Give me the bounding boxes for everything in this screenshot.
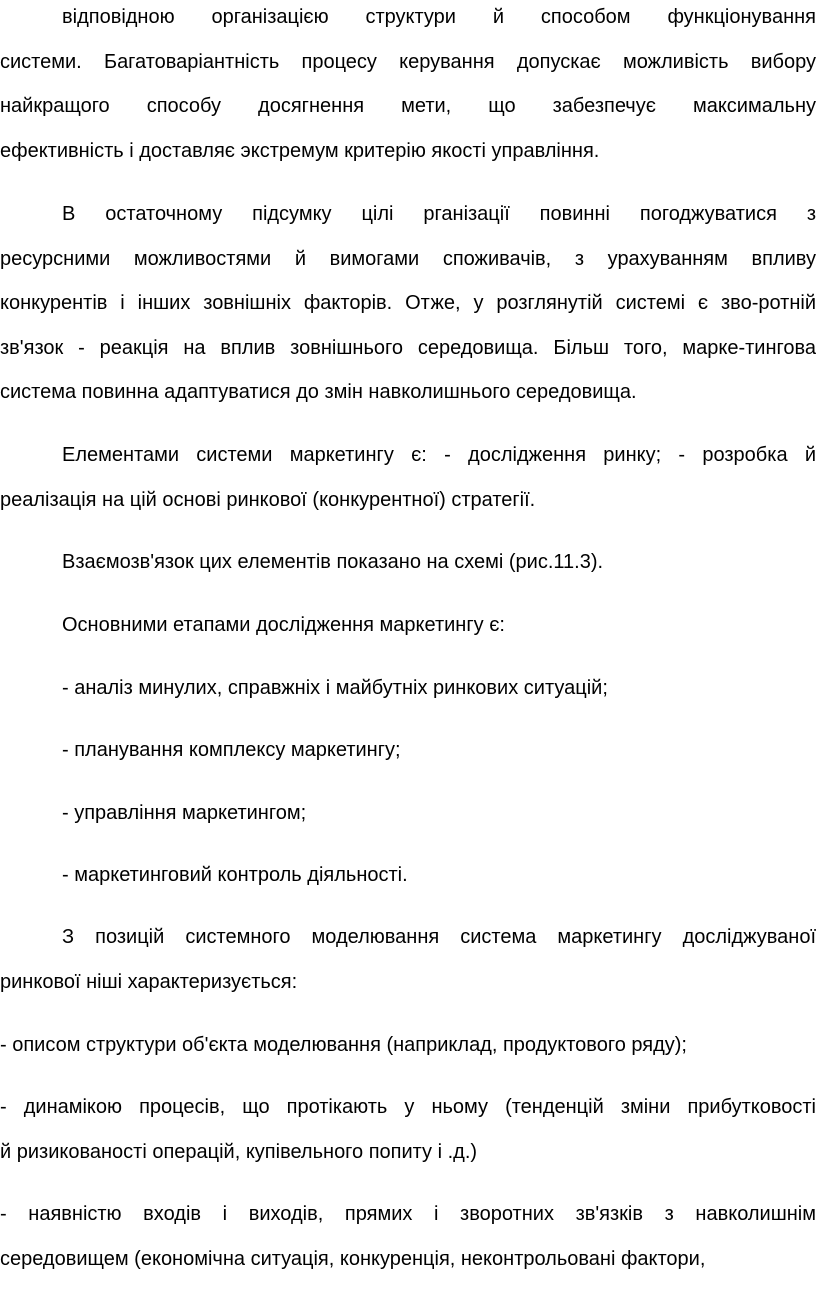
text-line-21: - динамікою процесів, що протікають у ньому (тенденцій зміни прибутковості — [0, 1096, 816, 1118]
text-line-7: конкурентів і інших зовнішніх факторів. Отже, у розглянутій системі є зво-ротній — [0, 292, 816, 314]
text-line-20: - описом структури об'єкта моделювання (наприклад, продуктового ряду); — [0, 1034, 687, 1056]
text-line-23: - наявністю входів і виходів, прямих і зворотних зв'язків з навколишнім — [0, 1203, 816, 1225]
text-line-2: системи. Багатоваріантність процесу керування допускає можливість вибору — [0, 51, 816, 73]
text-line-13: Основними етапами дослідження маркетингу є: — [62, 614, 505, 636]
text-line-15: - планування комплексу маркетингу; — [62, 739, 401, 761]
text-line-19: ринкової ніші характеризується: — [0, 971, 298, 993]
text-line-9: система повинна адаптуватися до змін навколишнього середовища. — [0, 381, 637, 403]
text-line-12: Взаємозв'язок цих елементів показано на схемі (рис.11.3). — [62, 551, 604, 573]
text-line-11: реалізація на цій основі ринкової (конкурентної) стратегії. — [0, 489, 536, 511]
text-line-14: - аналіз минулих, справжніх і майбутніх ринкових ситуацій; — [62, 677, 608, 699]
text-line-17: - маркетинговий контроль діяльності. — [62, 864, 408, 886]
text-line-18: З позицій системного моделювання система маркетингу досліджуваної — [62, 926, 816, 948]
text-line-22: й ризикованості операцій, купівельного попиту і .д.) — [0, 1141, 478, 1163]
text-line-10: Елементами системи маркетингу є: - дослідження ринку; - розробка й — [62, 444, 816, 466]
text-line-16: - управління маркетингом; — [62, 802, 307, 824]
text-line-3: найкращого способу досягнення мети, що забезпечує максимальну — [0, 95, 816, 117]
text-line-4: ефективність і доставляє экстремум критерію якості управління. — [0, 140, 600, 162]
text-line-24: середовищем (економічна ситуація, конкуренція, неконтрольовані фактори, — [0, 1248, 706, 1270]
text-line-6: ресурсними можливостями й вимогами споживачів, з урахуванням впливу — [0, 248, 816, 270]
text-line-8: зв'язок - реакція на вплив зовнішнього середовища. Більш того, марке-тингова — [0, 337, 816, 359]
text-line-5: В остаточному підсумку цілі рганізації повинні погоджуватися з — [62, 203, 816, 225]
text-line-1: відповідною організацією структури й способом функціонування — [62, 6, 816, 28]
